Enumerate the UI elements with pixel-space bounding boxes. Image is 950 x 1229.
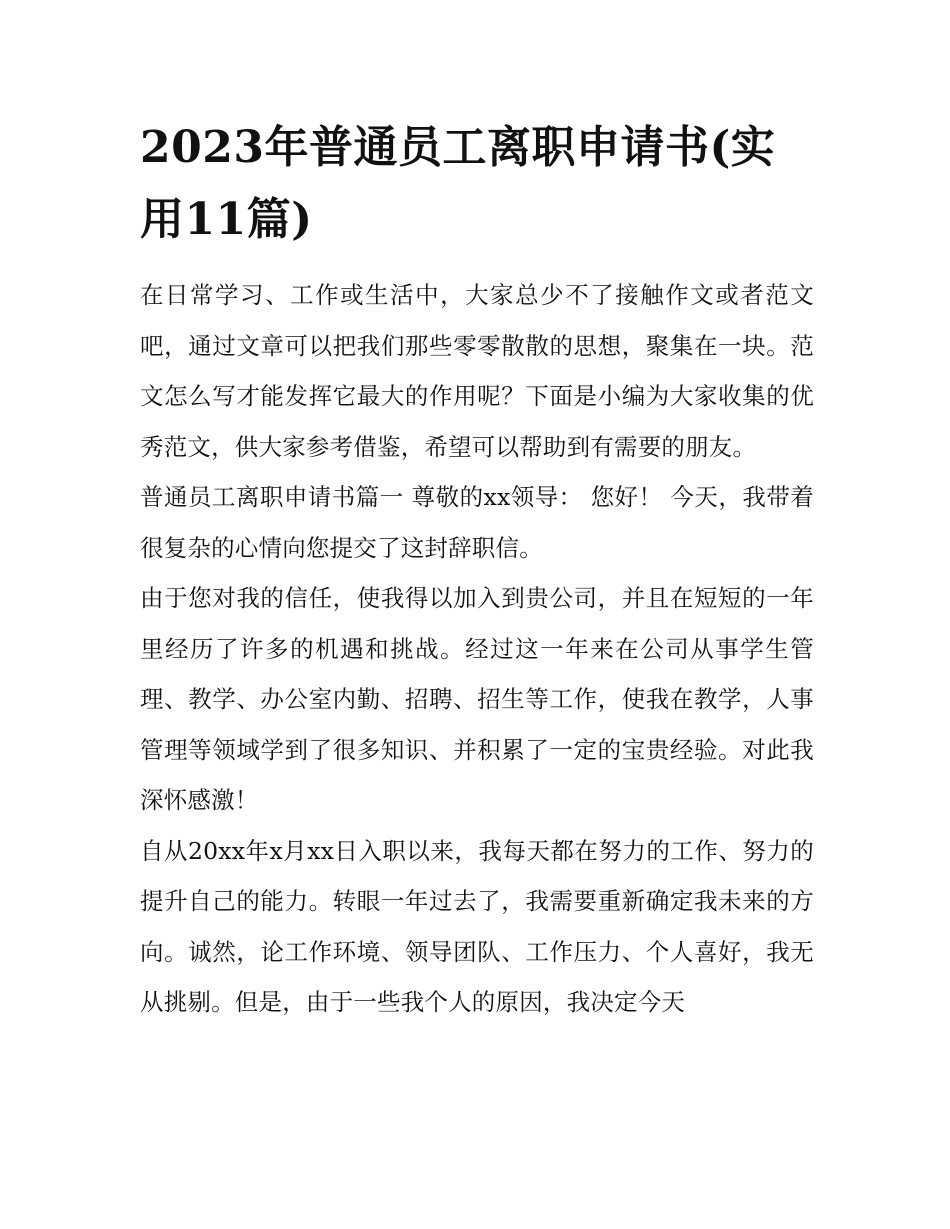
- paragraph-intro: 在日常学习、工作或生活中，大家总少不了接触作文或者范文吧，通过文章可以把我们那些零零散散的思想，聚集在一块。范文怎么写才能发挥它最大的作用呢？下面是小编为大家收集的优秀范文，供大家参考借鉴，希望可以帮助到有需要的朋友。: [140, 281, 814, 461]
- document-body: [140, 270, 814, 1028]
- document-title: 2023年普通员工离职申请书(实用11篇): [140, 122, 776, 245]
- paragraph-salutation: 普通员工离职申请书篇一 尊敬的xx领导： 您好！ 今天，我带着很复杂的心情向您提交了这封辞职信。: [140, 483, 814, 562]
- paragraph-gratitude: 由于您对我的信任，使我得以加入到贵公司，并且在短短的一年里经历了许多的机遇和挑战。经过这一年来在公司从事学生管理、教学、办公室内勤、招聘、招生等工作，使我在教学，人事管理等领域学到了很多知识、并积累了一定的宝贵经验。对此我深怀感激！: [140, 584, 814, 814]
- paragraph-reason: 自从20xx年x月xx日入职以来，我每天都在努力的工作、努力的提升自己的能力。转眼一年过去了，我需要重新确定我未来的方向。诚然，论工作环境、领导团队、工作压力、个人喜好，我无从挑剔。但是，由于一些我个人的原因，我决定今天: [140, 836, 814, 1016]
- document-page: [140, 112, 814, 1028]
